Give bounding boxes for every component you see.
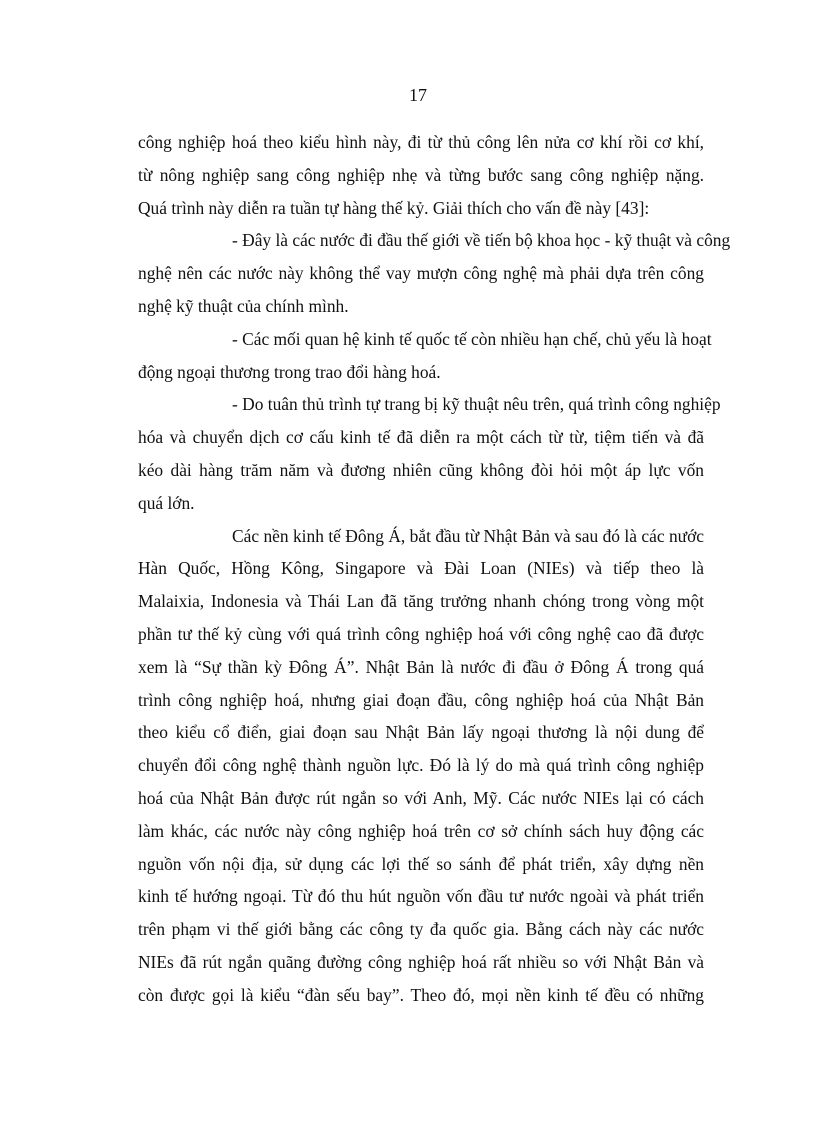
text-line: Hàn Quốc, Hồng Kông, Singapore và Đài Loan (NIEs) và tiếp theo là <box>138 558 704 579</box>
text-line: còn được gọi là kiểu “đàn sếu bay”. Theo đó, mọi nền kinh tế đều có những <box>138 984 704 1005</box>
text-line: Quá trình này diễn ra tuần tự hàng thế kỷ. Giải thích cho vấn đề này [43]: <box>138 197 650 218</box>
text-line: làm khác, các nước này công nghiệp hoá trên cơ sở chính sách huy động các <box>138 820 704 841</box>
text-line: - Đây là các nước đi đầu thế giới về tiến bộ khoa học - kỹ thuật và công <box>232 230 731 251</box>
text-line: hoá của Nhật Bản được rút ngắn so với Anh, Mỹ. Các nước NIEs lại có cách <box>138 787 704 808</box>
text-line: - Do tuân thủ trình tự trang bị kỹ thuật nêu trên, quá trình công nghiệp <box>232 394 721 415</box>
text-line: quá lớn. <box>138 492 195 513</box>
body-text <box>138 126 731 1012</box>
text-line: nguồn vốn nội địa, sử dụng các lợi thế so sánh để phát triển, xây dựng nền <box>138 853 704 874</box>
text-line: kéo dài hàng trăm năm và đương nhiên cũng không đòi hỏi một áp lực vốn <box>138 459 704 480</box>
text-line: NIEs đã rút ngắn quãng đường công nghiệp hoá rất nhiều so với Nhật Bản và <box>138 951 704 972</box>
text-line: nghệ nên các nước này không thể vay mượn công nghệ mà phải dựa trên công <box>138 263 704 284</box>
text-line: kinh tế hướng ngoại. Từ đó thu hút nguồn vốn đầu tư nước ngoài và phát triển <box>138 886 704 907</box>
text-line: Các nền kinh tế Đông Á, bắt đầu từ Nhật Bản và sau đó là các nước <box>232 525 704 546</box>
text-line: chuyển đổi công nghệ thành nguồn lực. Đó là lý do mà quá trình công nghiệp <box>138 755 704 776</box>
text-line: từ nông nghiệp sang công nghiệp nhẹ và từng bước sang công nghiệp nặng. <box>138 164 704 185</box>
text-line: công nghiệp hoá theo kiểu hình này, đi từ thủ công lên nửa cơ khí rồi cơ khí, <box>138 132 704 152</box>
text-line: phần tư thế kỷ cùng với quá trình công nghiệp hoá với công nghệ cao đã được <box>138 623 704 644</box>
text-line: hóa và chuyển dịch cơ cấu kinh tế đã diễn ra một cách từ từ, tiệm tiến và đã <box>138 427 704 448</box>
text-line: trình công nghiệp hoá, nhưng giai đoạn đầu, công nghiệp hoá của Nhật Bản <box>138 689 704 710</box>
text-line: xem là “Sự thần kỳ Đông Á”. Nhật Bản là nước đi đầu ở Đông Á trong quá <box>138 656 704 677</box>
text-line: - Các mối quan hệ kinh tế quốc tế còn nhiều hạn chế, chủ yếu là hoạt <box>232 328 712 349</box>
text-line: trên phạm vi thế giới bằng các công ty đa quốc gia. Bằng cách này các nước <box>138 919 704 940</box>
text-line: Malaixia, Indonesia và Thái Lan đã tăng trưởng nhanh chóng trong vòng một <box>138 591 704 612</box>
page-number: 17 <box>409 85 427 105</box>
text-line: nghệ kỹ thuật của chính mình. <box>138 295 349 316</box>
text-line: động ngoại thương trong trao đổi hàng hoá. <box>138 361 441 382</box>
text-line: theo kiểu cổ điển, giai đoạn sau Nhật Bản lấy ngoại thương là nội dung để <box>138 722 704 743</box>
